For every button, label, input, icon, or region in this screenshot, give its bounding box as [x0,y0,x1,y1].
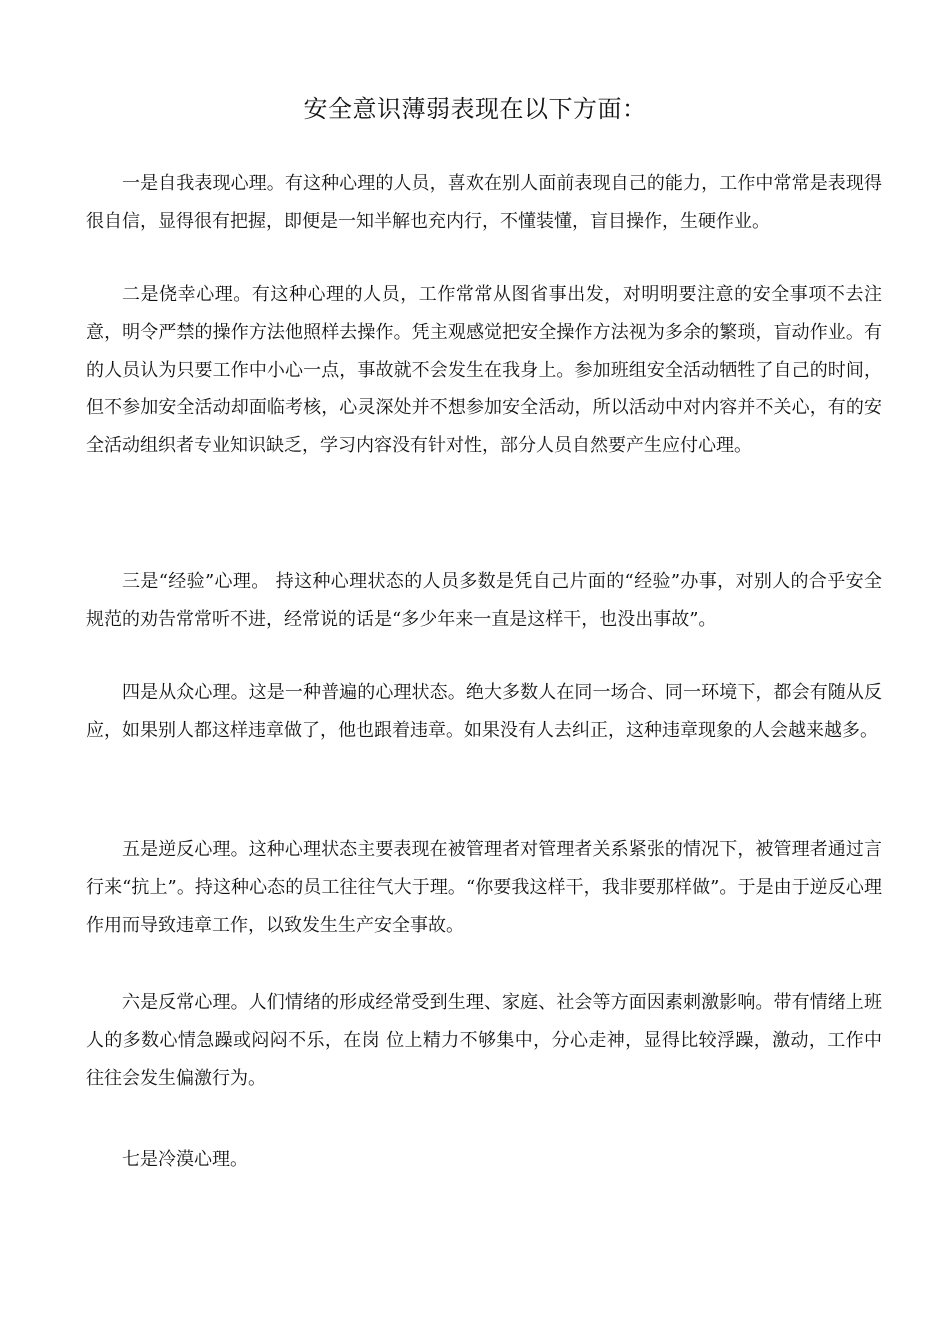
paragraph-conformity: 四是从众心理。这是一种普遍的心理状态。绝大多数人在同一场合、同一环境下，都会有随从反应，如果别人都这样违章做了，他也跟着违章。如果没有人去纠正，这种违章现象的人会越来越多。 [86,682,882,741]
paragraph-experience: 三是“经验”心理。 持这种心理状态的人员多数是凭自己片面的“经验”办事，对别人的合乎安全规范的劝告常常听不进，经常说的话是“多少年来一直是这样干，也没出事故”。 [86,571,882,630]
document-title: 安全意识薄弱表现在以下方面： [303,95,647,123]
paragraph-indifference: 七是冷漠心理。 [122,1149,248,1170]
paragraph-rebellion: 五是逆反心理。这种心理状态主要表现在被管理者对管理者关系紧张的情况下，被管理者通过言行来“抗上”。持这种心态的员工往往气大于理。“你要我这样干，我非要那样做”。于是由于逆反心理作用而导致违章工作，以致发生生产安全事故。 [86,839,882,936]
paragraph-luck: 二是侥幸心理。有这种心理的人员，工作常常从图省事出发，对明明要注意的安全事项不去注意，明令严禁的操作方法他照样去操作。凭主观感觉把安全操作方法视为多余的繁琐，盲动作业。有的人员认为只要工作中小心一点，事故就不会发生在我身上。参加班组安全活动牺牲了自己的时间，但不参加安全活动却面临考核，心灵深处并不想参加安全活动，所以活动中对内容并不关心，有的安全活动组织者专业知识缺乏，学习内容没有针对性，部分人员自然要产生应付心理。 [86,284,882,457]
paragraph-self-display: 一是自我表现心理。有这种心理的人员，喜欢在别人面前表现自己的能力，工作中常常是表现得很自信，显得很有把握，即便是一知半解也充内行，不懂装懂，盲目操作，生硬作业。 [86,173,882,232]
paragraph-abnormal: 六是反常心理。人们情绪的形成经常受到生理、家庭、社会等方面因素刺激影响。带有情绪上班人的多数心情急躁或闷闷不乐，在岗 位上精力不够集中，分心走神，显得比较浮躁，激动，工作中往往会发生偏激行为。 [86,992,882,1089]
